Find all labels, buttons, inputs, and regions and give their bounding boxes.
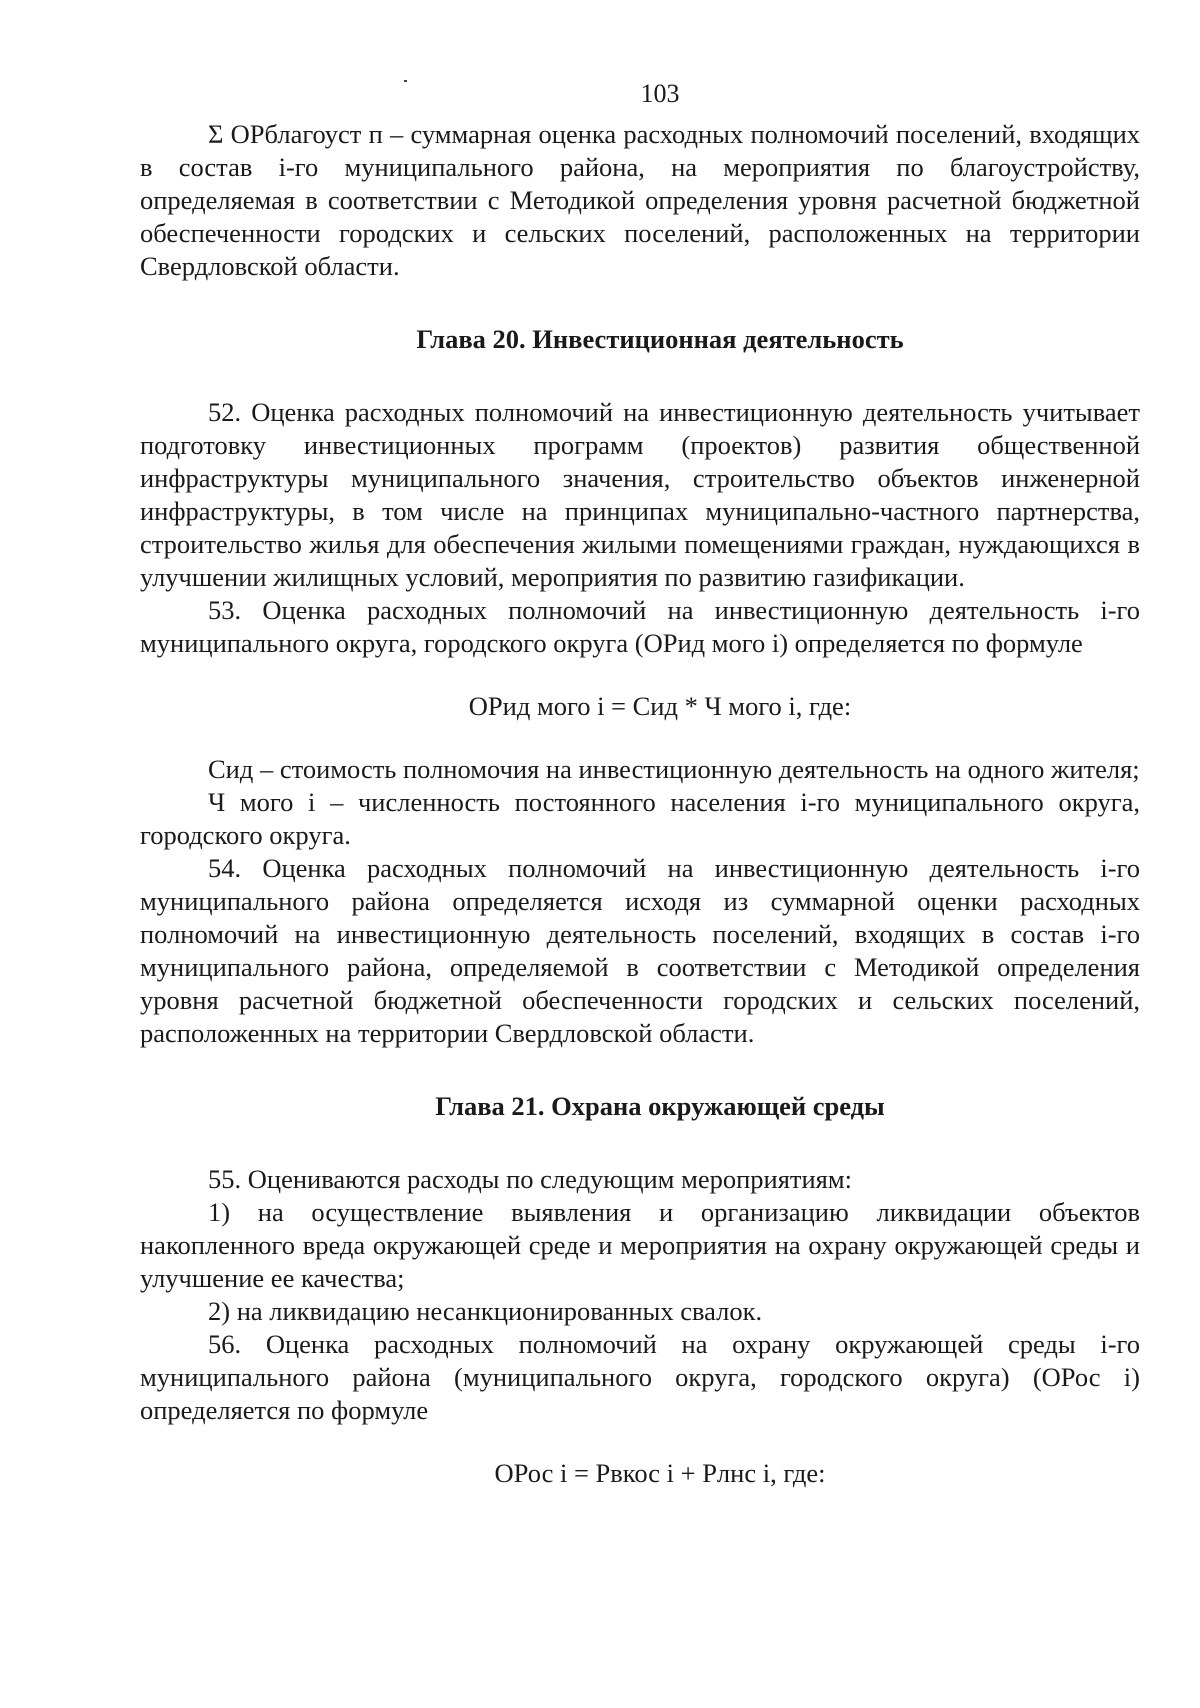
paragraph-55: 55. Оцениваются расходы по следующим мероприятиям: bbox=[208, 1164, 852, 1194]
definition-ch: Ч мого i – численность постоянного населения i-го муниципального округа, городского округа. bbox=[140, 787, 1140, 850]
spacer bbox=[140, 660, 1140, 690]
spacer bbox=[140, 1050, 1140, 1090]
paragraph-53: 53. Оценка расходных полномочий на инвестиционную деятельность i-го муниципального округа, городского округа (ОРид мого i) определяется по формуле bbox=[140, 595, 1140, 658]
page-number: 103 bbox=[640, 79, 680, 108]
paragraph-52: 52. Оценка расходных полномочий на инвестиционную деятельность учитывает подготовку инвестиционных программ (проектов) развития общественной инфраструктуры муниципального значения, строительство объектов инженерной инфраструктуры, в том числе на принципах муниципально-частного партнерства, строительство жилья для обеспечения жилыми помещениями граждан, нуждающихся в улучшении жилищных условий, мероприятия по развитию газификации. bbox=[140, 397, 1140, 592]
paragraph-55-item-1: 1) на осуществление выявления и организацию ликвидации объектов накопленного вреда окружающей среде и мероприятия на охрану окружающей среды и улучшение ее качества; bbox=[140, 1197, 1140, 1293]
formula-53: ОРид мого i = Сид * Ч мого i, где: bbox=[468, 691, 852, 721]
formula-56: ОРос i = Рвкос i + Рлнс i, где: bbox=[494, 1458, 826, 1488]
page-content bbox=[140, 78, 1140, 1490]
spacer bbox=[140, 1123, 1140, 1163]
paragraph-54: 54. Оценка расходных полномочий на инвестиционную деятельность i-го муниципального района определяется исходя из суммарной оценки расходных полномочий на инвестиционную деятельность поселений, входящих в состав i-го муниципального района, определяемой в соответствии с Методикой определения уровня расчетной бюджетной обеспеченности городских и сельских поселений, расположенных на территории Свердловской области. bbox=[140, 853, 1140, 1048]
spacer bbox=[140, 283, 1140, 323]
spacer bbox=[140, 1427, 1140, 1457]
chapter-21-heading: Глава 21. Охрана окружающей среды bbox=[435, 1091, 885, 1121]
paragraph-56: 56. Оценка расходных полномочий на охрану окружающей среды i-го муниципального района (муниципального округа, городского округа) (ОРос i) определяется по формуле bbox=[140, 1329, 1140, 1425]
paragraph-sum-blagoust: Σ ОРблагоуст п – суммарная оценка расходных полномочий поселений, входящих в состав i-го муниципального района, на мероприятия по благоустройству, определяемая в соответствии с Методикой определения уровня расчетной бюджетной обеспеченности городских и сельских поселений, расположенных на территории Свердловской области. bbox=[140, 119, 1140, 281]
spacer bbox=[140, 356, 1140, 396]
paragraph-55-item-2: 2) на ликвидацию несанкционированных свалок. bbox=[208, 1296, 763, 1326]
spacer bbox=[140, 723, 1140, 753]
definition-sid: Сид – стоимость полномочия на инвестиционную деятельность на одного жителя; bbox=[208, 754, 1140, 784]
chapter-20-heading: Глава 20. Инвестиционная деятельность bbox=[416, 324, 904, 354]
